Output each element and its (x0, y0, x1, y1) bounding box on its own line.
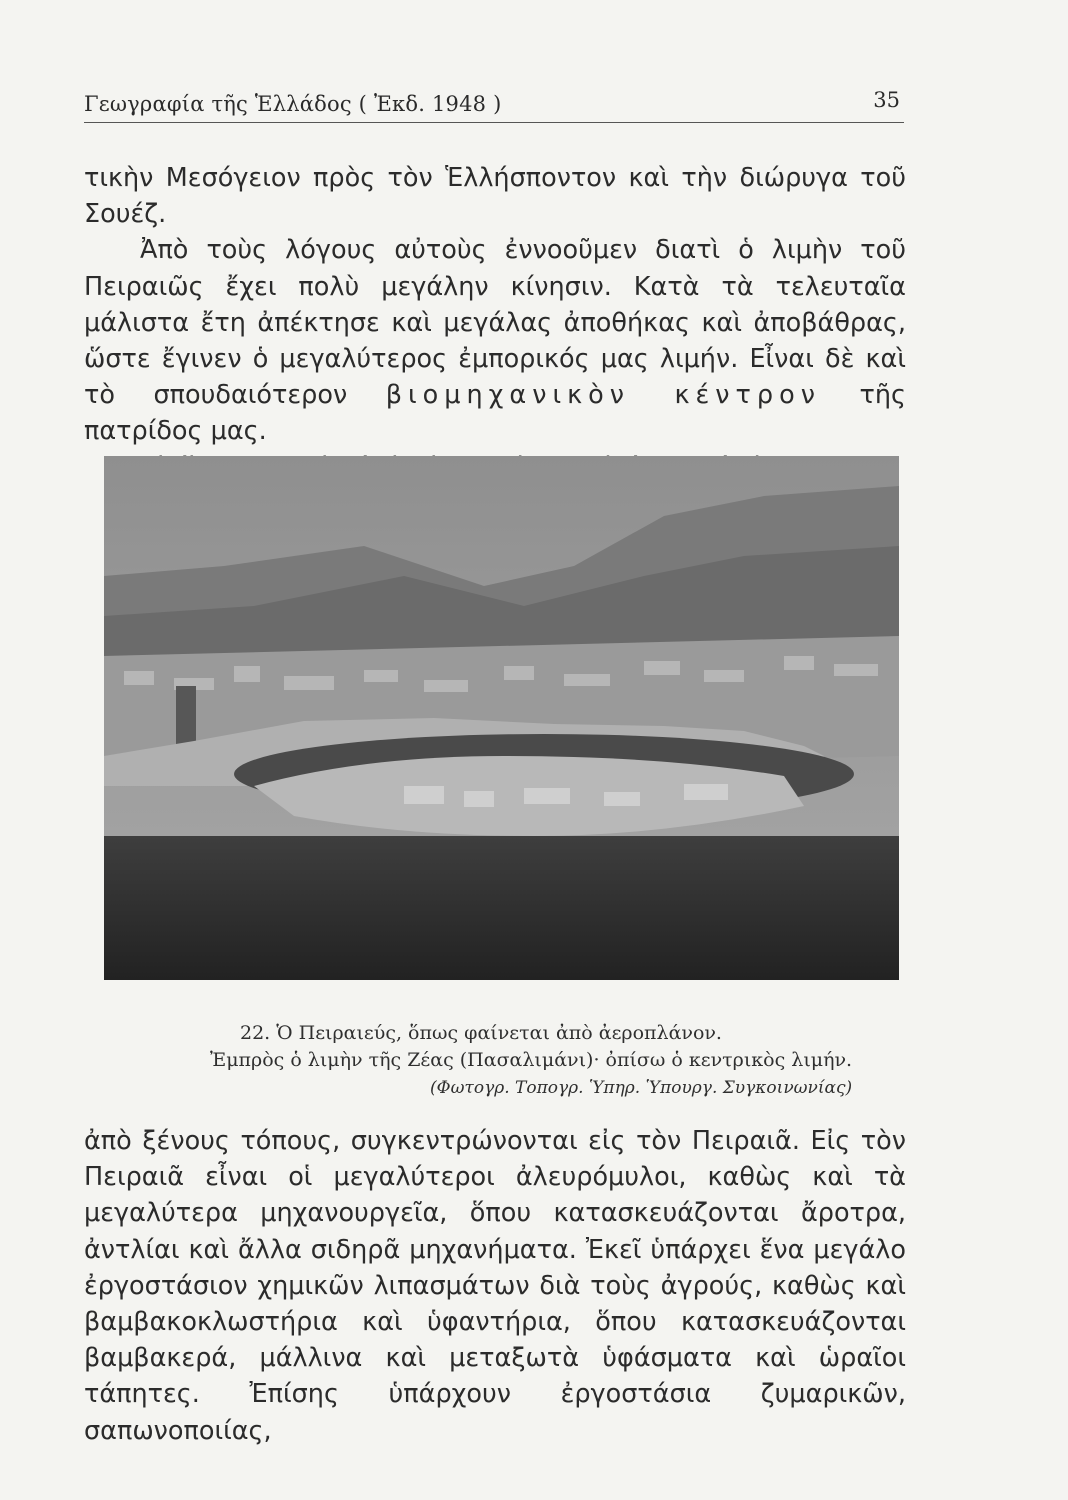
page-header (84, 84, 904, 124)
emphasized-phrase: βιομηχανικὸν κέντρον (385, 380, 821, 411)
photo-credit: (Φωτογρ. Τοπογρ. Ὑπηρ. Ὑπουργ. Συγκοινωνίας) (430, 1078, 853, 1098)
running-title: Γεωγραφία τῆς Ἑλλάδος ( Ἐκδ. 1948 ) (84, 92, 502, 116)
figure-caption: 22. Ὁ Πειραιεύς, ὅπως φαίνεται ἀπὸ ἀεροπλάνον. (240, 1022, 722, 1044)
paragraph-text: τικὴν Μεσόγειον πρὸς τὸν Ἑλλήσποντον καὶ τὴν διώρυγα τοῦ Σουέζ. (84, 163, 906, 230)
aerial-photo-piraeus (104, 456, 899, 980)
figure-caption-detail: Ἐμπρὸς ὁ λιμὴν τῆς Ζέας (Πασαλιμάνι)· ὀπίσω ὁ κεντρικὸς λιμήν. (210, 1049, 853, 1071)
paragraph-industry: ἀπὸ ξένους τόπους, συγκεντρώνονται εἰς τὸν Πειραιᾶ. Εἰς τὸν Πειραιᾶ εἶναι οἱ μεγαλύτεροι ἀλευρόμυλοι, καθὼς καὶ τὰ μεγαλύτερα μηχανουργεῖα, ὅπου κατασκευάζονται ἄροτρα, ἀντλίαι καὶ ἄλλα σιδηρᾶ μηχανήματα. Ἐκεῖ ὑπάρχει ἕνα μεγάλο ἐργοστάσιον χημικῶν λιπασμάτων διὰ τοὺς ἀγρούς, καθὼς καὶ βαμβακοκλωστήρια καὶ ὑφαντήρια, ὅπου κατασκευάζονται βαμβακερά, μάλλινα καὶ μεταξωτὰ ὑφάσματα καὶ ὡραῖοι τάπητες. Ἐπίσης ὑπάρχουν ἐργοστάσια ζυμαρικῶν, σαπωνοποιίας, (84, 1126, 906, 1446)
photo-illustration (104, 456, 899, 980)
header-rule (84, 122, 904, 123)
paragraph-text: Ἀπὸ τοὺς λόγους αὐτοὺς ἐννοοῦμεν διατὶ ὁ λιμὴν τοῦ Πειραιῶς ἔχει πολὺ μεγάλην κίνησιν. Κατὰ τὰ τελευταῖα μάλιστα ἔτη ἀπέκτησε καὶ μεγάλας ἀποθήκας καὶ ἀποβάθρας, ὥστε ἔγινεν ὁ μεγαλύτερος ἐμπορικός μας λιμήν. Εἶναι δὲ καὶ τὸ σπουδαιότερον (84, 235, 906, 411)
paragraph-text: τῆς πατρίδος μας. (84, 380, 906, 447)
paragraph-intro (84, 160, 906, 486)
page-number: 35 (873, 88, 900, 112)
